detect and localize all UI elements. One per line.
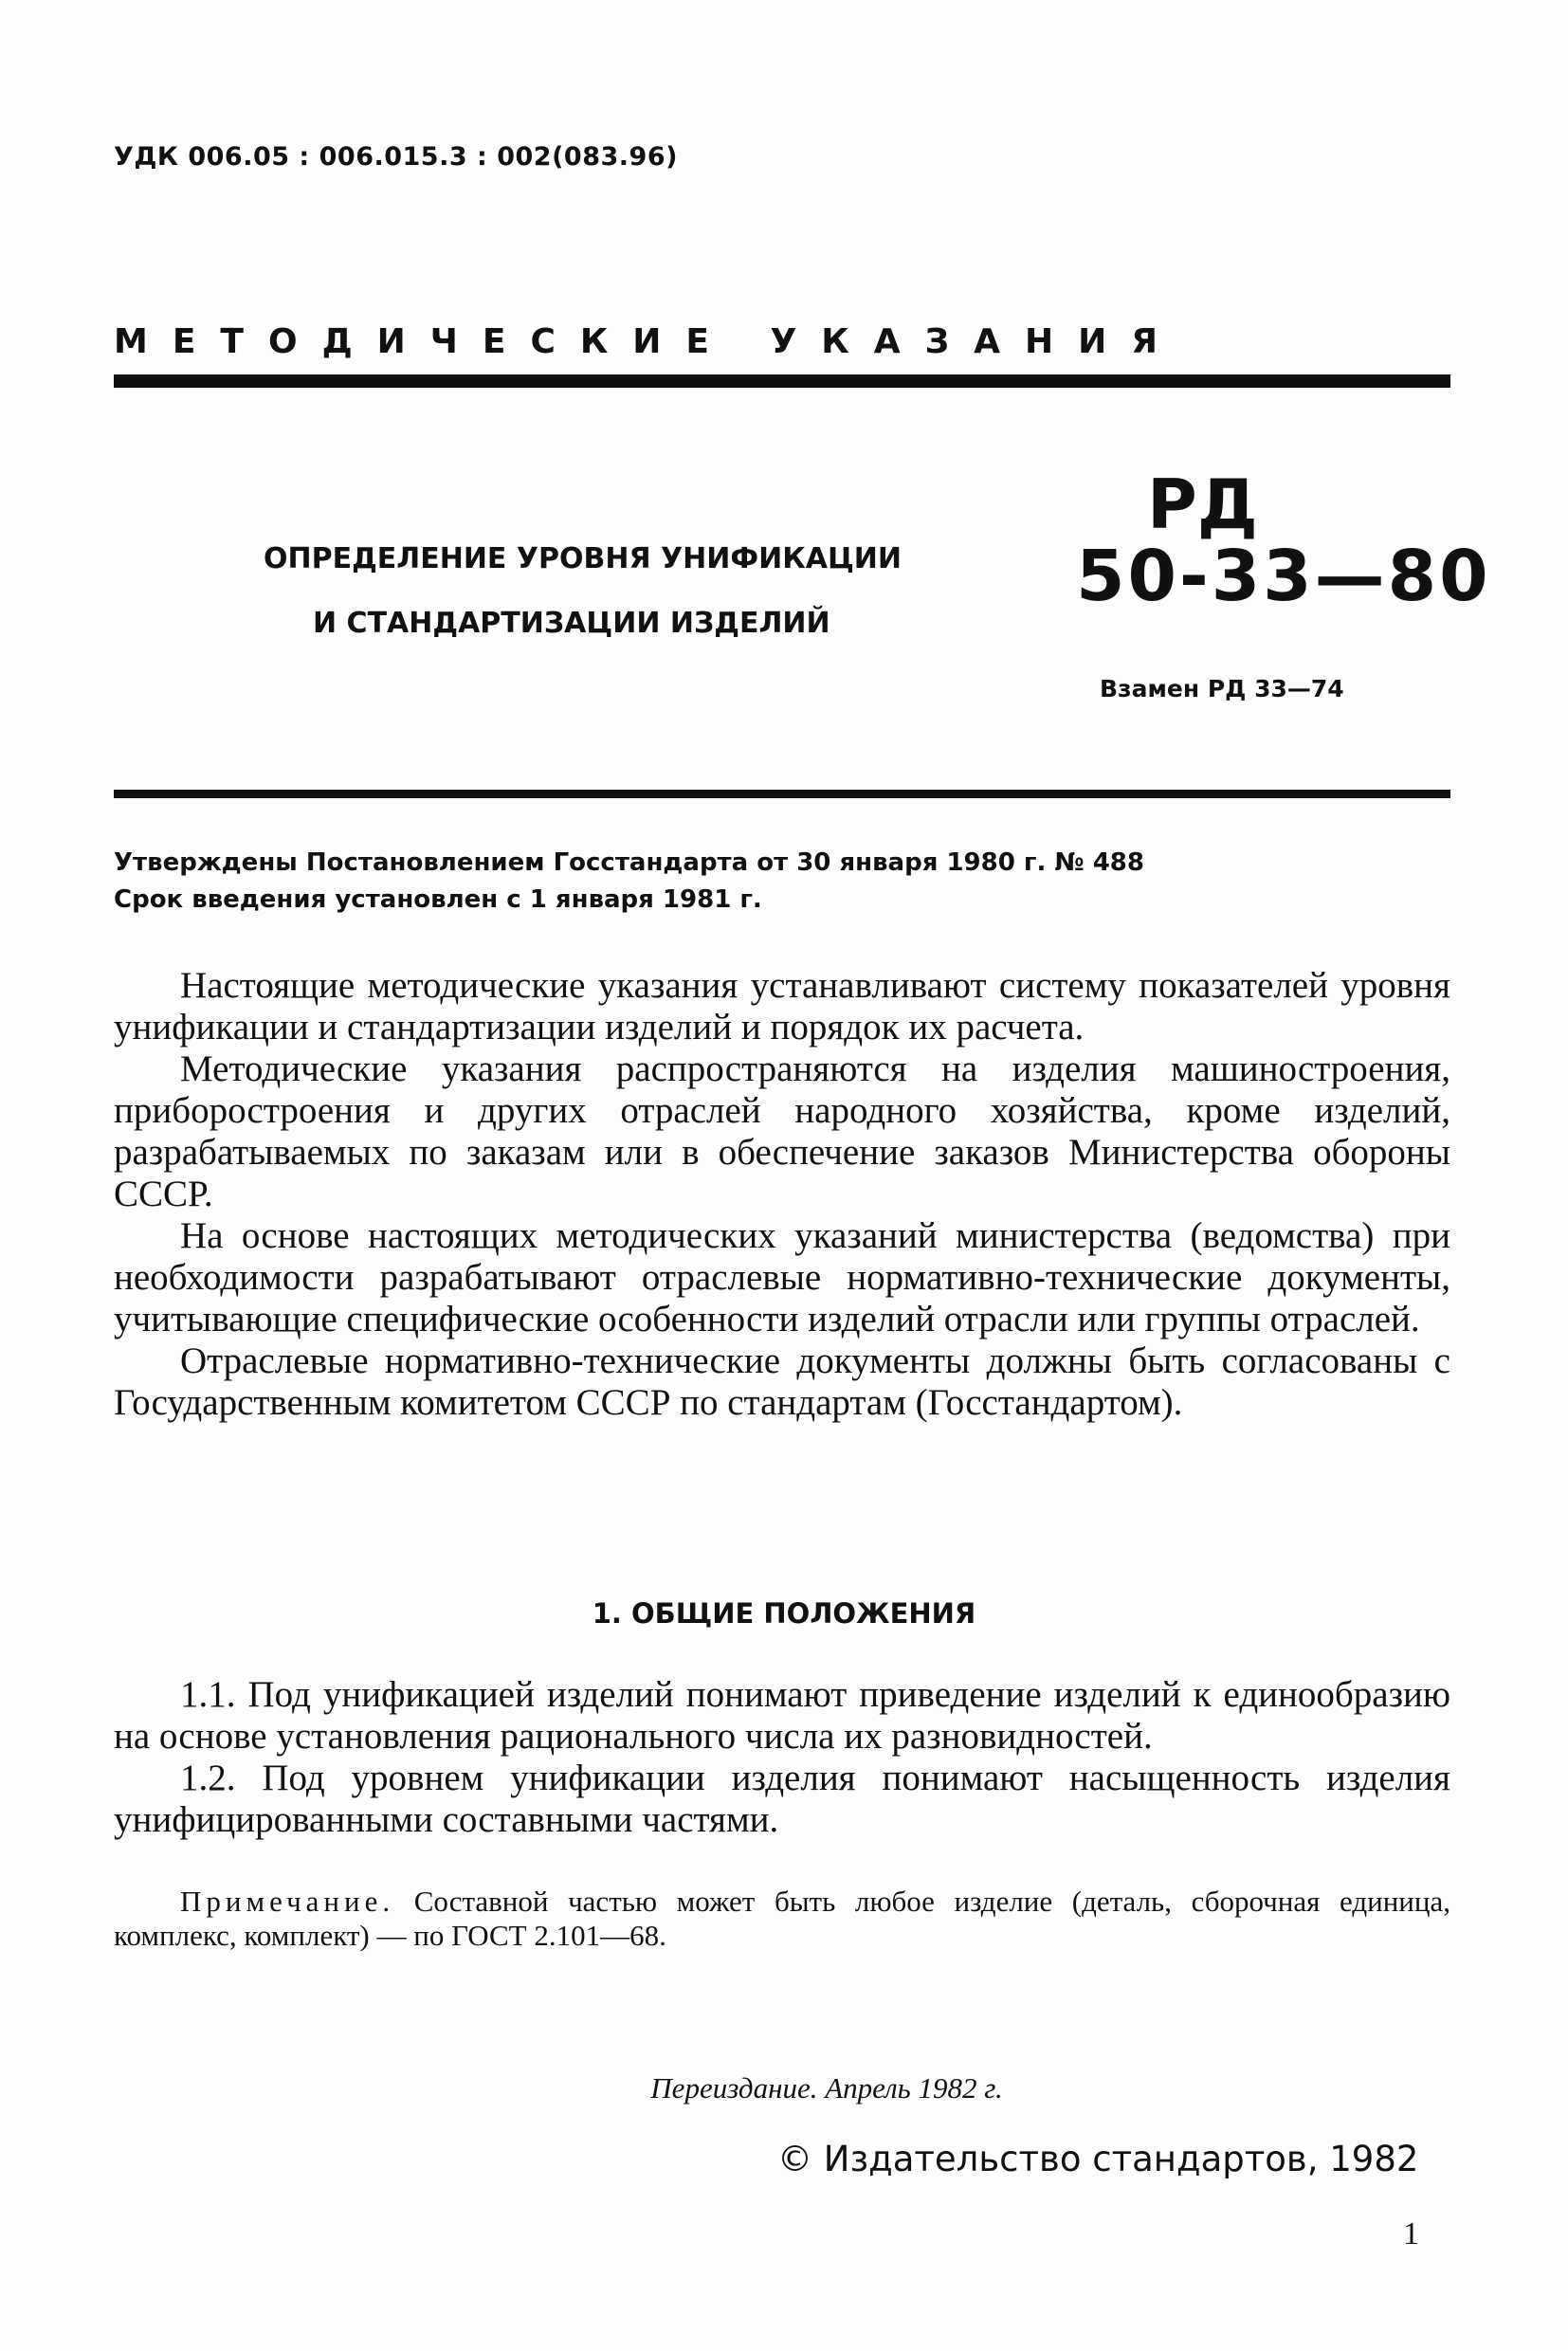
intro-paragraph-1: Настоящие методические указания устанавливают систему показателей уровня унификации и стандартизации изделий и порядок их расчета.: [114, 965, 1450, 1048]
intro-paragraph-2: Методические указания распространяются на изделия машиностроения, приборостроения и других отраслей народного хозяйства, кроме изделий, разрабатываемых по заказам или в обеспечение заказов Министерства обороны СССР.: [114, 1048, 1450, 1214]
note: [114, 1885, 1450, 1953]
note-label: Примечание.: [180, 1885, 395, 1918]
publisher-copyright: © Издательство стандартов, 1982: [777, 2139, 1419, 2179]
approval-line: Утверждены Постановлением Госстандарта от 30 января 1980 г. № 488: [114, 848, 1144, 877]
series-title: МЕТОДИЧЕСКИЕ УКАЗАНИЯ: [114, 322, 1183, 361]
section-heading: 1. ОБЩИЕ ПОЛОЖЕНИЯ: [592, 1597, 976, 1630]
page-number: 1: [1403, 2216, 1419, 2251]
approval-rule: [114, 790, 1450, 798]
clause-1-1: 1.1. Под унификацией изделий понимают приведение изделий к единообразию на основе установления рационального числа их разновидностей.: [114, 1674, 1450, 1757]
clause-1-2: 1.2. Под уровнем унификации изделия понимают насыщенность изделия унифицированными составными частями.: [114, 1758, 1450, 1840]
udc-code: УДК 006.05 : 006.015.3 : 002(083.96): [114, 142, 678, 172]
replaces-note: Взамен РД 33—74: [1100, 675, 1344, 702]
intro-paragraph-4: Отраслевые нормативно-технические документы должны быть согласованы с Государственным комитетом СССР по стандартам (Госстандартом).: [114, 1340, 1450, 1423]
section-1-text: [114, 1674, 1450, 1841]
top-thick-rule: [114, 374, 1450, 388]
reissue-note: Переиздание. Апрель 1982 г.: [650, 2071, 1003, 2105]
designation-label: РД: [1147, 465, 1258, 544]
effective-date-line: Срок введения установлен с 1 января 1981 г.: [114, 885, 762, 914]
document-title-line-1: ОПРЕДЕЛЕНИЕ УРОВНЯ УНИФИКАЦИИ: [264, 542, 902, 575]
document-title-line-2: И СТАНДАРТИЗАЦИИ ИЗДЕЛИЙ: [313, 607, 830, 640]
intro-text: [114, 965, 1450, 1424]
designation-number: 50-33—80: [1076, 536, 1491, 617]
note-text: Составной частью может быть любое изделие (деталь, сборочная единица, комплекс, комплект) — по ГОСТ 2.101—68.: [114, 1885, 1450, 1952]
intro-paragraph-3: На основе настоящих методических указаний министерства (ведомства) при необходимости разрабатывают отраслевые нормативно-технические документы, учитывающие специфические особенности изделий отрасли или группы отраслей.: [114, 1215, 1450, 1340]
